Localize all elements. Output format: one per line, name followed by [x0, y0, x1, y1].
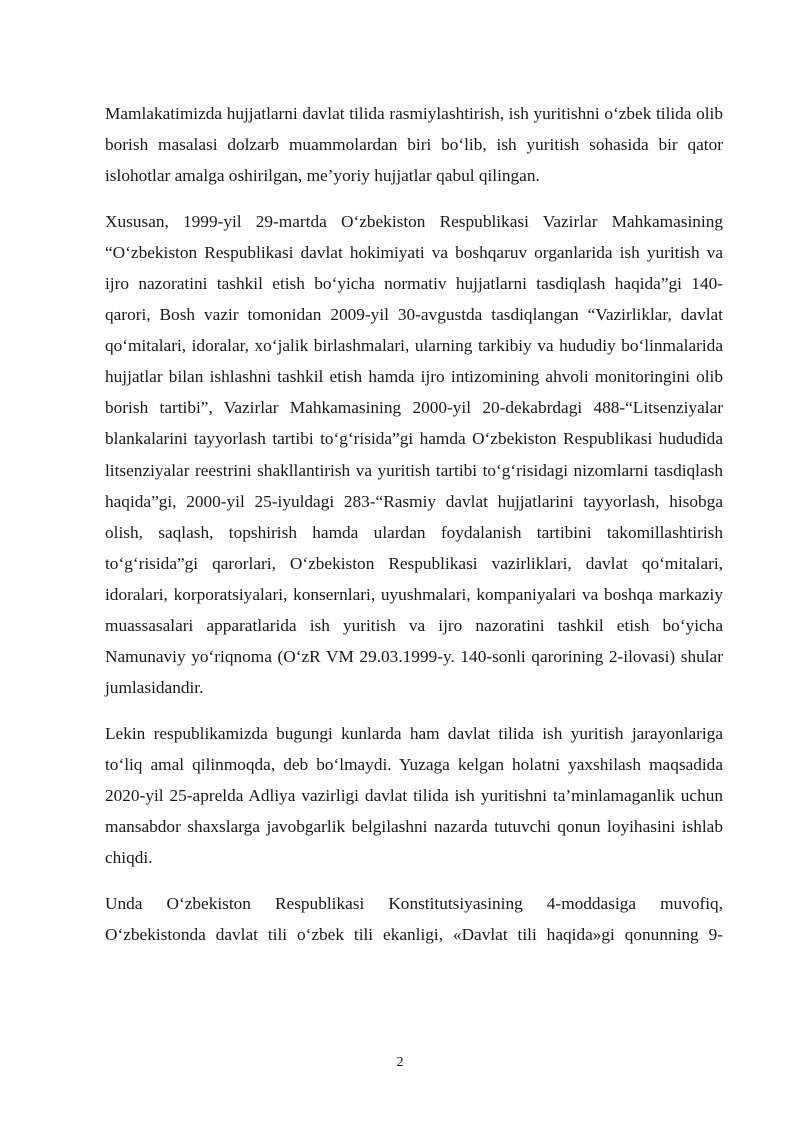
paragraph-4: Unda O‘zbekiston Respublikasi Konstitutsiyasining 4-moddasiga muvofiq, O‘zbekistonda davlat tili o‘zbek tili ekanligi, «Davlat tili haqida»gi qonunning 9- — [105, 894, 723, 945]
paragraph-1: Mamlakatimizda hujjatlarni davlat tilida rasmiylashtirish, ish yuritishni o‘zbek tilida olib borish masalasi dolzarb muammolardan biri bo‘lib, ish yuritish sohasida bir qator islohotlar amalga oshirilgan, me’yoriy hujjatlar qabul qilingan. — [105, 104, 723, 186]
page-number: 2 — [396, 1055, 404, 1070]
paragraph-2: Xususan, 1999-yil 29-martda O‘zbekiston Respublikasi Vazirlar Mahkamasining “O‘zbekiston Respublikasi davlat hokimiyati va boshqaruv organlarida ish yuritish va ijro nazoratini tashkil etish bo‘yicha normativ hujjatlarni tasdiqlash haqida”gi 140-qarori, Bosh vazir tomonidan 2009-yil 30-avgustda tasdiqlangan “Vazirliklar, davlat qo‘mitalari, idoralar, xo‘jalik birlashmalari, ularning tarkibiy va hududiy bo‘linmalarida hujjatlar bilan ishlashni tashkil etish hamda ijro intizomining ahvoli monitoringini olib borish tartibi”, Vazirlar Mahkamasining 2000-yil 20-dekabrdagi 488-“Litsenziyalar blankalarini tayyorlash tartibi to‘g‘risida”gi hamda O‘zbekiston Respublikasi hududida litsenziyalar reestrini shakllantirish va yuritish tartibi to‘g‘risidagi nizomlarni tasdiqlash haqida”gi, 2000-yil 25-iyuldagi 283-“Rasmiy davlat hujjatlarini tayyorlash, hisobga olish, saqlash, topshirish hamda ulardan foydalanish tartibini takomillashtirish to‘g‘risida”gi qarorlari, O‘zbekiston Respublikasi vazirliklari, davlat qo‘mitalari, idoralari, korporatsiyalari, konsernlari, uyushmalari, kompaniyalari va boshqa markaziy muassasalari apparatlarida ish yuritish va ijro nazoratini tashkil etish bo‘yicha Namunaviy yo‘riqnoma (O‘zR VM 29.03.1999-y. 140-sonli qarorining 2-ilovasi) shular jumlasidandir. — [105, 212, 723, 697]
body-text — [105, 98, 723, 965]
paragraph-3: Lekin respublikamizda bugungi kunlarda ham davlat tilida ish yuritish jarayonlariga to‘liq amal qilinmoqda, deb bo‘lmaydi. Yuzaga kelgan holatni yaxshilash maqsadida 2020-yil 25-aprelda Adliya vazirligi davlat tilida ish yuritishni ta’minlamaganlik uchun mansabdor shaxslarga javobgarlik belgilashni nazarda tutuvchi qonun loyihasini ishlab chiqdi. — [105, 723, 723, 868]
